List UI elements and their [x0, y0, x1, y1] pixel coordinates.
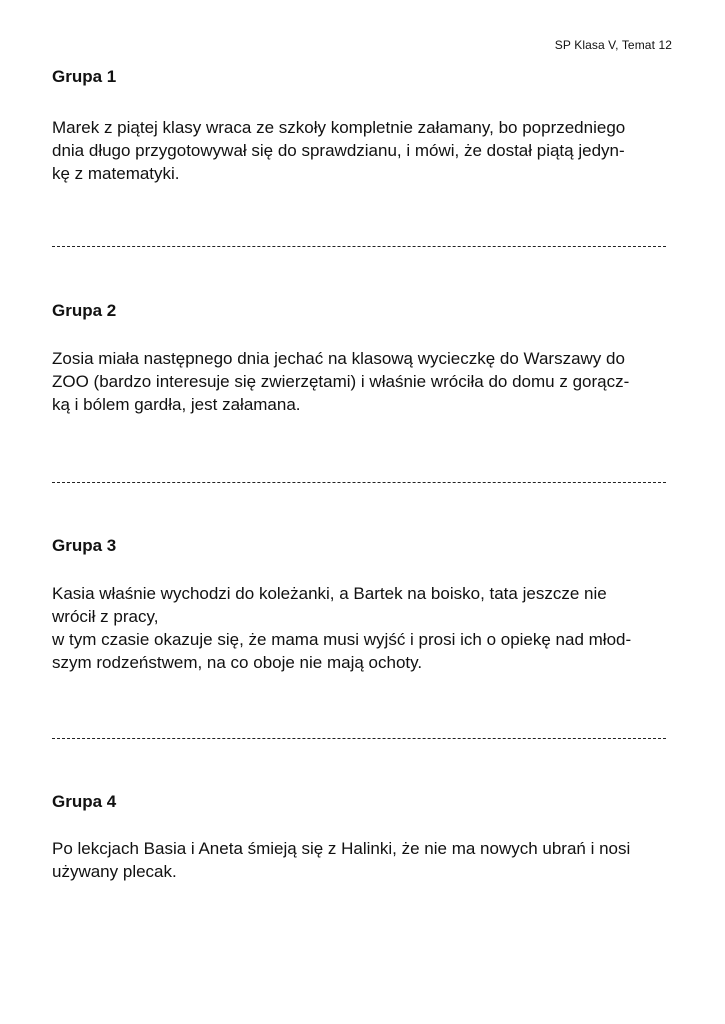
text-line: Po lekcjach Basia i Aneta śmieją się z Halinki, że nie ma nowych ubrań i nosi — [52, 839, 631, 858]
group-4-text — [52, 837, 672, 883]
text-line: wrócił z pracy, — [52, 607, 159, 626]
answer-line-3 — [52, 738, 666, 739]
group-2-title: Grupa 2 — [52, 301, 117, 320]
answer-line-1 — [52, 246, 666, 247]
text-line: Marek z piątej klasy wraca ze szkoły kompletnie załamany, bo poprzedniego — [52, 118, 626, 137]
group-3-section — [52, 535, 672, 674]
group-4-title: Grupa 4 — [52, 792, 117, 811]
group-2-section — [52, 300, 672, 416]
group-4-section — [52, 791, 672, 883]
group-3-title: Grupa 3 — [52, 536, 117, 555]
text-line: szym rodzeństwem, na co oboje nie mają ochoty. — [52, 653, 423, 672]
text-line: używany plecak. — [52, 862, 177, 881]
page-reference: SP Klasa V, Temat 12 — [554, 38, 672, 52]
text-line: ZOO (bardzo interesuje się zwierzętami) i właśnie wróciła do domu z gorącz- — [52, 372, 630, 391]
text-line: dnia długo przygotowywał się do sprawdzianu, i mówi, że dostał piątą jedyn- — [52, 141, 625, 160]
group-1-section — [52, 66, 672, 185]
text-line: Zosia miała następnego dnia jechać na klasową wycieczkę do Warszawy do — [52, 349, 625, 368]
text-line: ką i bólem gardła, jest załamana. — [52, 395, 301, 414]
text-line: kę z matematyki. — [52, 164, 180, 183]
text-line: w tym czasie okazuje się, że mama musi wyjść i prosi ich o opiekę nad młod- — [52, 630, 632, 649]
group-1-title: Grupa 1 — [52, 67, 117, 86]
answer-line-2 — [52, 482, 666, 483]
text-line: Kasia właśnie wychodzi do koleżanki, a Bartek na boisko, tata jeszcze nie — [52, 584, 607, 603]
group-2-text — [52, 347, 672, 416]
group-1-text — [52, 116, 672, 185]
group-3-text — [52, 582, 672, 674]
